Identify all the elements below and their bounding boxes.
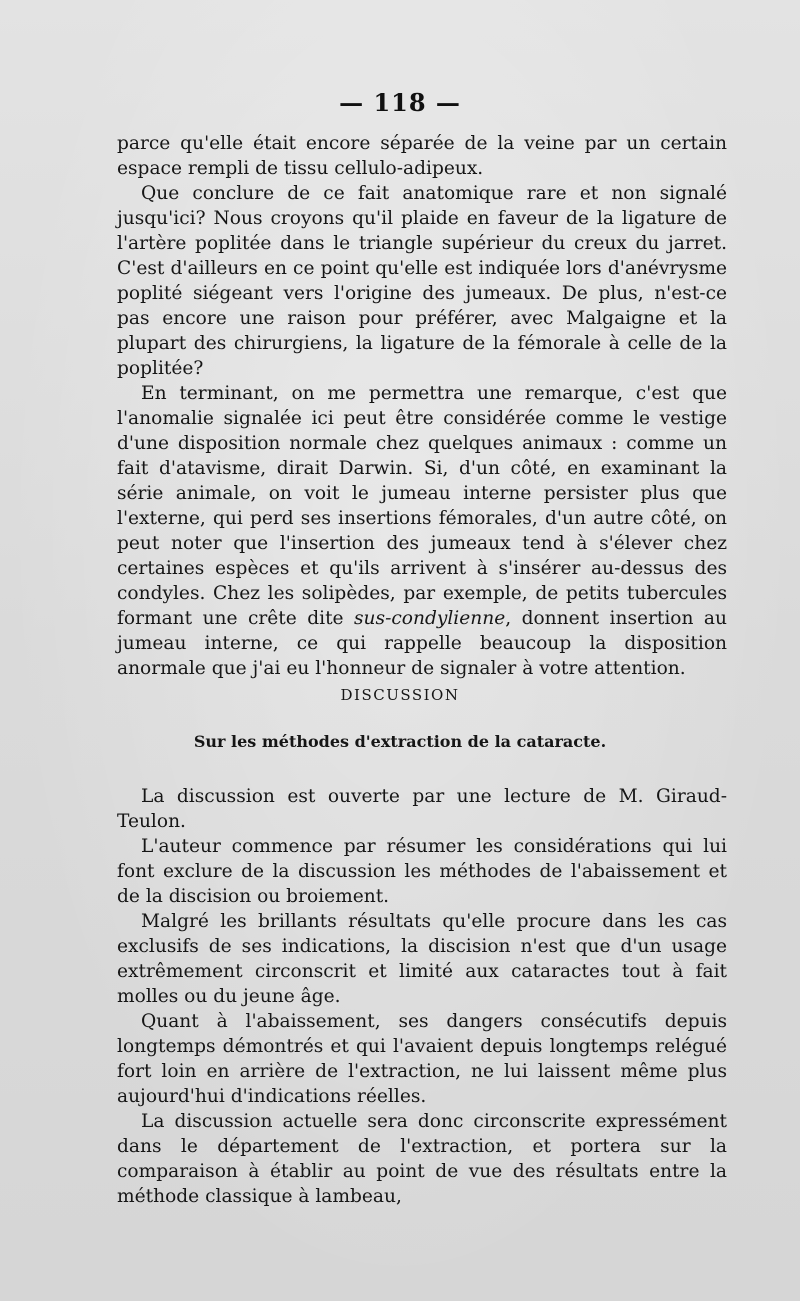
paragraph-continuation: parce qu'elle était encore séparée de la veine par un certain espace rempli de tissu cellulo-adipeux. <box>117 133 727 179</box>
paragraph-discision: Malgré les brillants résultats qu'elle procure dans les cas exclusifs de ses indications, la discision n'est que d'un usage extrêmement circonscrit et limité aux cataractes tout à fait molles ou du jeune âge. <box>117 911 727 1007</box>
paragraph-opening: La discussion est ouverte par une lecture de M. Giraud-Teulon. <box>117 786 727 832</box>
paragraph-closing-remark <box>117 381 727 681</box>
discussion-heading: DISCUSSION <box>340 686 460 704</box>
paragraph-abaissement: Quant à l'abaissement, ses dangers consécutifs depuis longtemps démontrés et qui l'avaient depuis longtemps relégué fort loin en arrière de l'extraction, ne lui laissent même plus aujourd'hui d'indications réelles. <box>117 1011 727 1107</box>
paragraph-extraction-scope: La discussion actuelle sera donc circonscrite expressément dans le département de l'extraction, et portera sur la comparaison à établir au point de vue des résultats entre la méthode classique à lambeau, <box>117 1111 727 1207</box>
closing-remark-text-1: En terminant, on me permettra une remarque, c'est que l'anomalie signalée ici peut être considérée comme le vestige d'une disposition normale chez quelques animaux : comme un fait d'atavisme, dirait Darwin. Si, d'un côté, en examinant la série animale, on voit le jumeau interne persister plus que l'externe, qui perd ses insertions fémorales, d'un autre côté, on peut noter que l'insertion des jumeaux tend à s'élever chez certaines espèces et qu'ils arrivent à s'insérer au-dessus des condyles. Chez les solipèdes, par exemple, de petits tubercules formant une crête dite <box>117 383 727 629</box>
page-number: — 118 — <box>339 88 461 117</box>
body-text-section-2 <box>117 784 727 1209</box>
paragraph-author-summary: L'auteur commence par résumer les considérations qui lui font exclure de la discussion les méthodes de l'abaissement et de la discision ou broiement. <box>117 836 727 907</box>
discussion-subtitle: Sur les méthodes d'extraction de la cataracte. <box>193 732 607 751</box>
closing-remark-italic-term: sus-condylienne <box>354 608 506 629</box>
paragraph-anatomical-conclusion: Que conclure de ce fait anatomique rare et non signalé jusqu'ici? Nous croyons qu'il plaide en faveur de la ligature de l'artère poplitée dans le triangle supérieur du creux du jarret. C'est d'ailleurs en ce point qu'elle est indiquée lors d'anévrysme poplité siégeant vers l'origine des jumeaux. De plus, n'est-ce pas encore une raison pour préférer, avec Malgaigne et la plupart des chirurgiens, la ligature de la fémorale à celle de la poplitée? <box>117 183 727 379</box>
closing-remark-text-2: , donnent insertion au jumeau interne, ce qui rappelle beaucoup la disposition anormale que j'ai eu l'honneur de signaler à votre attention. <box>117 608 727 679</box>
body-text-section-1 <box>117 131 727 681</box>
